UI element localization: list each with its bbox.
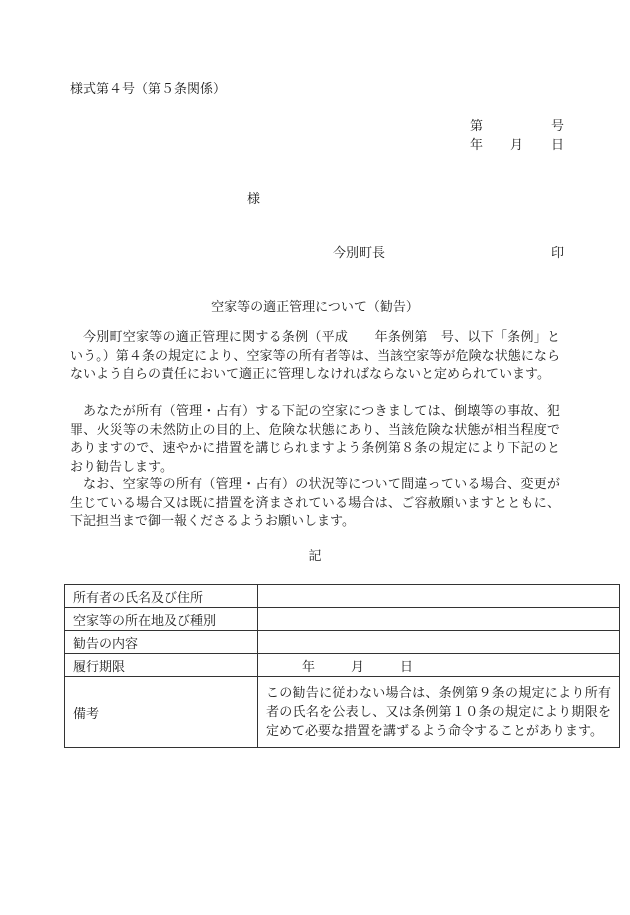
body-paragraph-2: あなたが所有（管理・占有）する下記の空家につきましては、倒壊等の事故、犯罪、火災等の未然防止の目的上、危険な状態にあり、当該危険な状態が相当程度でありますので、速やかに措置を講じられますよう条例第８条の規定により下記のとおり勧告します。 [70,404,560,475]
deadline-value [258,654,620,677]
document-title: 空家等の適正管理について（勧告） [211,300,419,315]
note-label: 備考 [65,677,258,748]
recommendation-label: 勧告の内容 [65,631,258,654]
location-value [258,608,620,631]
table-row [65,585,620,608]
date-day-label: 日 [551,138,565,153]
body-paragraph-3: なお、空家等の所有（管理・占有）の状況等について間違っている場合、変更が生じている場合又は既に措置を済まされている場合は、ご容赦願いますとともに、下記担当まで御一報くださるようお願いします。 [70,477,560,529]
location-label: 空家等の所在地及び種別 [65,608,258,631]
recommendation-value [258,631,620,654]
addressee-honorific: 様 [247,192,261,207]
sender-name: 今別町長 [333,246,386,261]
document-number-suffix: 号 [551,119,565,134]
owner-label: 所有者の氏名及び住所 [65,585,258,608]
deadline-day: 日 [400,659,414,675]
date-month-label: 月 [510,138,524,153]
ki-heading: 記 [308,549,322,564]
owner-value [258,585,620,608]
table-row [65,654,620,677]
table-row [65,677,620,748]
deadline-label: 履行期限 [65,654,258,677]
note-value: この勧告に従わない場合は、条例第９条の規定により所有者の氏名を公表し、又は条例第１０条の規定により期限を定めて必要な措置を講ずるよう命令することがあります。 [258,677,620,748]
deadline-month: 月 [351,659,365,675]
table-row [65,608,620,631]
table-row [65,631,620,654]
date-year-label: 年 [470,138,484,153]
seal-mark: 印 [551,246,565,261]
body-paragraph-1: 今別町空家等の適正管理に関する条例（平成 年条例第 号、以下「条例」という。）第４条の規定により、空家等の所有者等は、当該空家等が危険な状態にならないよう自らの責任において適正に管理しなければならないと定められています。 [70,330,560,382]
document-number-prefix: 第 [470,119,484,134]
deadline-year: 年 [302,659,316,675]
details-table [64,584,620,748]
form-number: 様式第４号（第５条関係） [70,82,227,97]
